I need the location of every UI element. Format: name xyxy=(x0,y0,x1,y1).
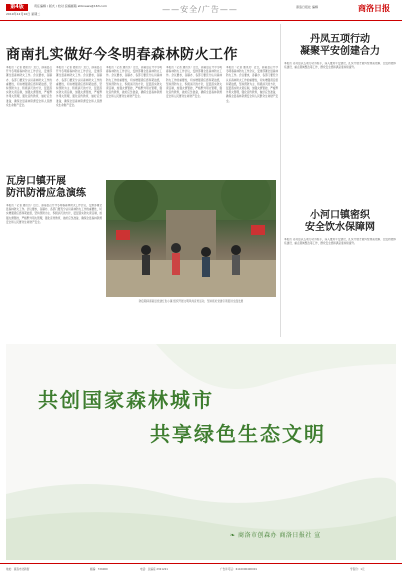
issue-date: 2019年12月10日 星期二 xyxy=(6,12,41,16)
main-headline: 商南扎实做好今冬明春森林防火工作 xyxy=(6,47,238,63)
page-number: 第4版 xyxy=(6,4,28,11)
footer-postcode: 邮编：726000 xyxy=(90,568,108,571)
news-photo xyxy=(106,180,276,297)
right-article-2: 本报讯 丹凤县以五项行动为抓手，深入推进平安建设，扎实开展矛盾纠纷排查化解、治安防控体系建设、重点领域整治等工作，群众安全感和满意度持续提升。 xyxy=(284,238,396,246)
sub-article-body: 本报讯（记者 通讯员）近日，商南县召开今冬明春森林防火工作会议，安排部署全县森林防火工作。会议要求，各镇办、各部门要充分认识森林防火工作的重要性，切实增强责任感和紧迫感，坚持预防为主、积极消灭的方针，层层落实防火责任制，加强火源管控，严格野外用火管理，强化宣传教育，做好应急准备，确保全县森林资源安全和人民群众生命财产安全。 xyxy=(6,204,102,224)
editor-info: 责任编辑 / 版式 / 校对 投稿邮箱 shbnews@163.com xyxy=(34,4,107,8)
article-column-5: 本报讯（记者 通讯员）近日，商南县召开今冬明春森林防火工作会议，安排部署全县森林防火工作。会议要求，各镇办、各部门要充分认识森林防火工作的重要性，切实增强责任感和紧迫感，坚持预防为主、积极消灭的方针，层层落实防火责任制，加强火源管控，严格野外用火管理，强化宣传教育，做好应急准备，确保全县森林资源安全和人民群众生命财产安全。 xyxy=(226,66,278,103)
ad-slogan-2: 共享绿色生态文明 xyxy=(150,422,326,446)
ad-sponsor: ❧ 商洛市创森办 商洛日报社 宣 xyxy=(230,532,321,539)
header-right-info: 商洛日报社 编辑 xyxy=(296,5,318,9)
right-headline-2: 小河口镇密织 安全饮水保障网 xyxy=(305,210,375,233)
right-headline-1: 丹凤五项行动 凝聚平安创建合力 xyxy=(300,34,380,57)
article-column-4: 本报讯（记者 通讯员）近日，商南县召开今冬明春森林防火工作会议，安排部署全县森林防火工作。会议要求，各镇办、各部门要充分认识森林防火工作的重要性，切实增强责任感和紧迫感，坚持预防为主、积极消灭的方针，层层落实防火责任制，加强火源管控，严格野外用火管理，强化宣传教育，做好应急准备，确保全县森林资源安全和人民群众生命财产安全。 xyxy=(166,66,222,99)
photo-caption: 防疫期间商南县党建红色小镇 组织开展文明风尚宣传活动，坚持抓好党建引领促进全面发展 xyxy=(138,300,244,303)
section-label: ——安全/广告—— xyxy=(162,5,238,14)
forest-city-ad xyxy=(6,344,396,560)
sub-headline: 瓦房口镇开展 防汛防滑应急演练 xyxy=(6,176,86,199)
article-column-3: 本报讯（记者 通讯员）近日，商南县召开今冬明春森林防火工作会议，安排部署全县森林防火工作。会议要求，各镇办、各部门要充分认识森林防火工作的重要性，切实增强责任感和紧迫感，坚持预防为主、积极消灭的方针，层层落实防火责任制，加强火源管控，严格野外用火管理，强化宣传教育，做好应急准备，确保全县森林资源安全和人民群众生命财产安全。 xyxy=(106,66,162,99)
footer xyxy=(0,563,402,576)
ad-slogan-1: 共创国家森林城市 xyxy=(38,388,214,412)
right-article-1: 本报讯 丹凤县以五项行动为抓手，深入推进平安建设，扎实开展矛盾纠纷排查化解、治安防控体系建设、重点领域整治等工作，群众安全感和满意度持续提升。 xyxy=(284,62,396,70)
footer-price: 零售价：1元 xyxy=(350,568,365,571)
article-column-2: 本报讯（记者 通讯员）近日，商南县召开今冬明春森林防火工作会议，安排部署全县森林防火工作。会议要求，各镇办、各部门要充分认识森林防火工作的重要性，切实增强责任感和紧迫感，坚持预防为主、积极消灭的方针，层层落实防火责任制，加强火源管控，严格野外用火管理，强化宣传教育，做好应急准备，确保全县森林资源安全和人民群众生命财产安全。 xyxy=(56,66,102,107)
article-column-1: 本报讯（记者 通讯员）近日，商南县召开今冬明春森林防火工作会议，安排部署全县森林防火工作。会议要求，各镇办、各部门要充分认识森林防火工作的重要性，切实增强责任感和紧迫感，坚持预防为主、积极消灭的方针，层层落实防火责任制，加强火源管控，严格野外用火管理，强化宣传教育，做好应急准备，确保全县森林资源安全和人民群众生命财产安全。 xyxy=(6,66,52,107)
footer-phone: 电话：总编室 2321221 xyxy=(140,568,168,571)
footer-address: 地址：商洛市北新街 xyxy=(6,568,30,571)
footer-license: 广告许可证：6110000400001 xyxy=(220,568,258,571)
leaf-icon: ❧ xyxy=(230,532,236,539)
column-divider xyxy=(280,24,281,337)
newspaper-logo: 商洛日报 xyxy=(358,3,390,13)
